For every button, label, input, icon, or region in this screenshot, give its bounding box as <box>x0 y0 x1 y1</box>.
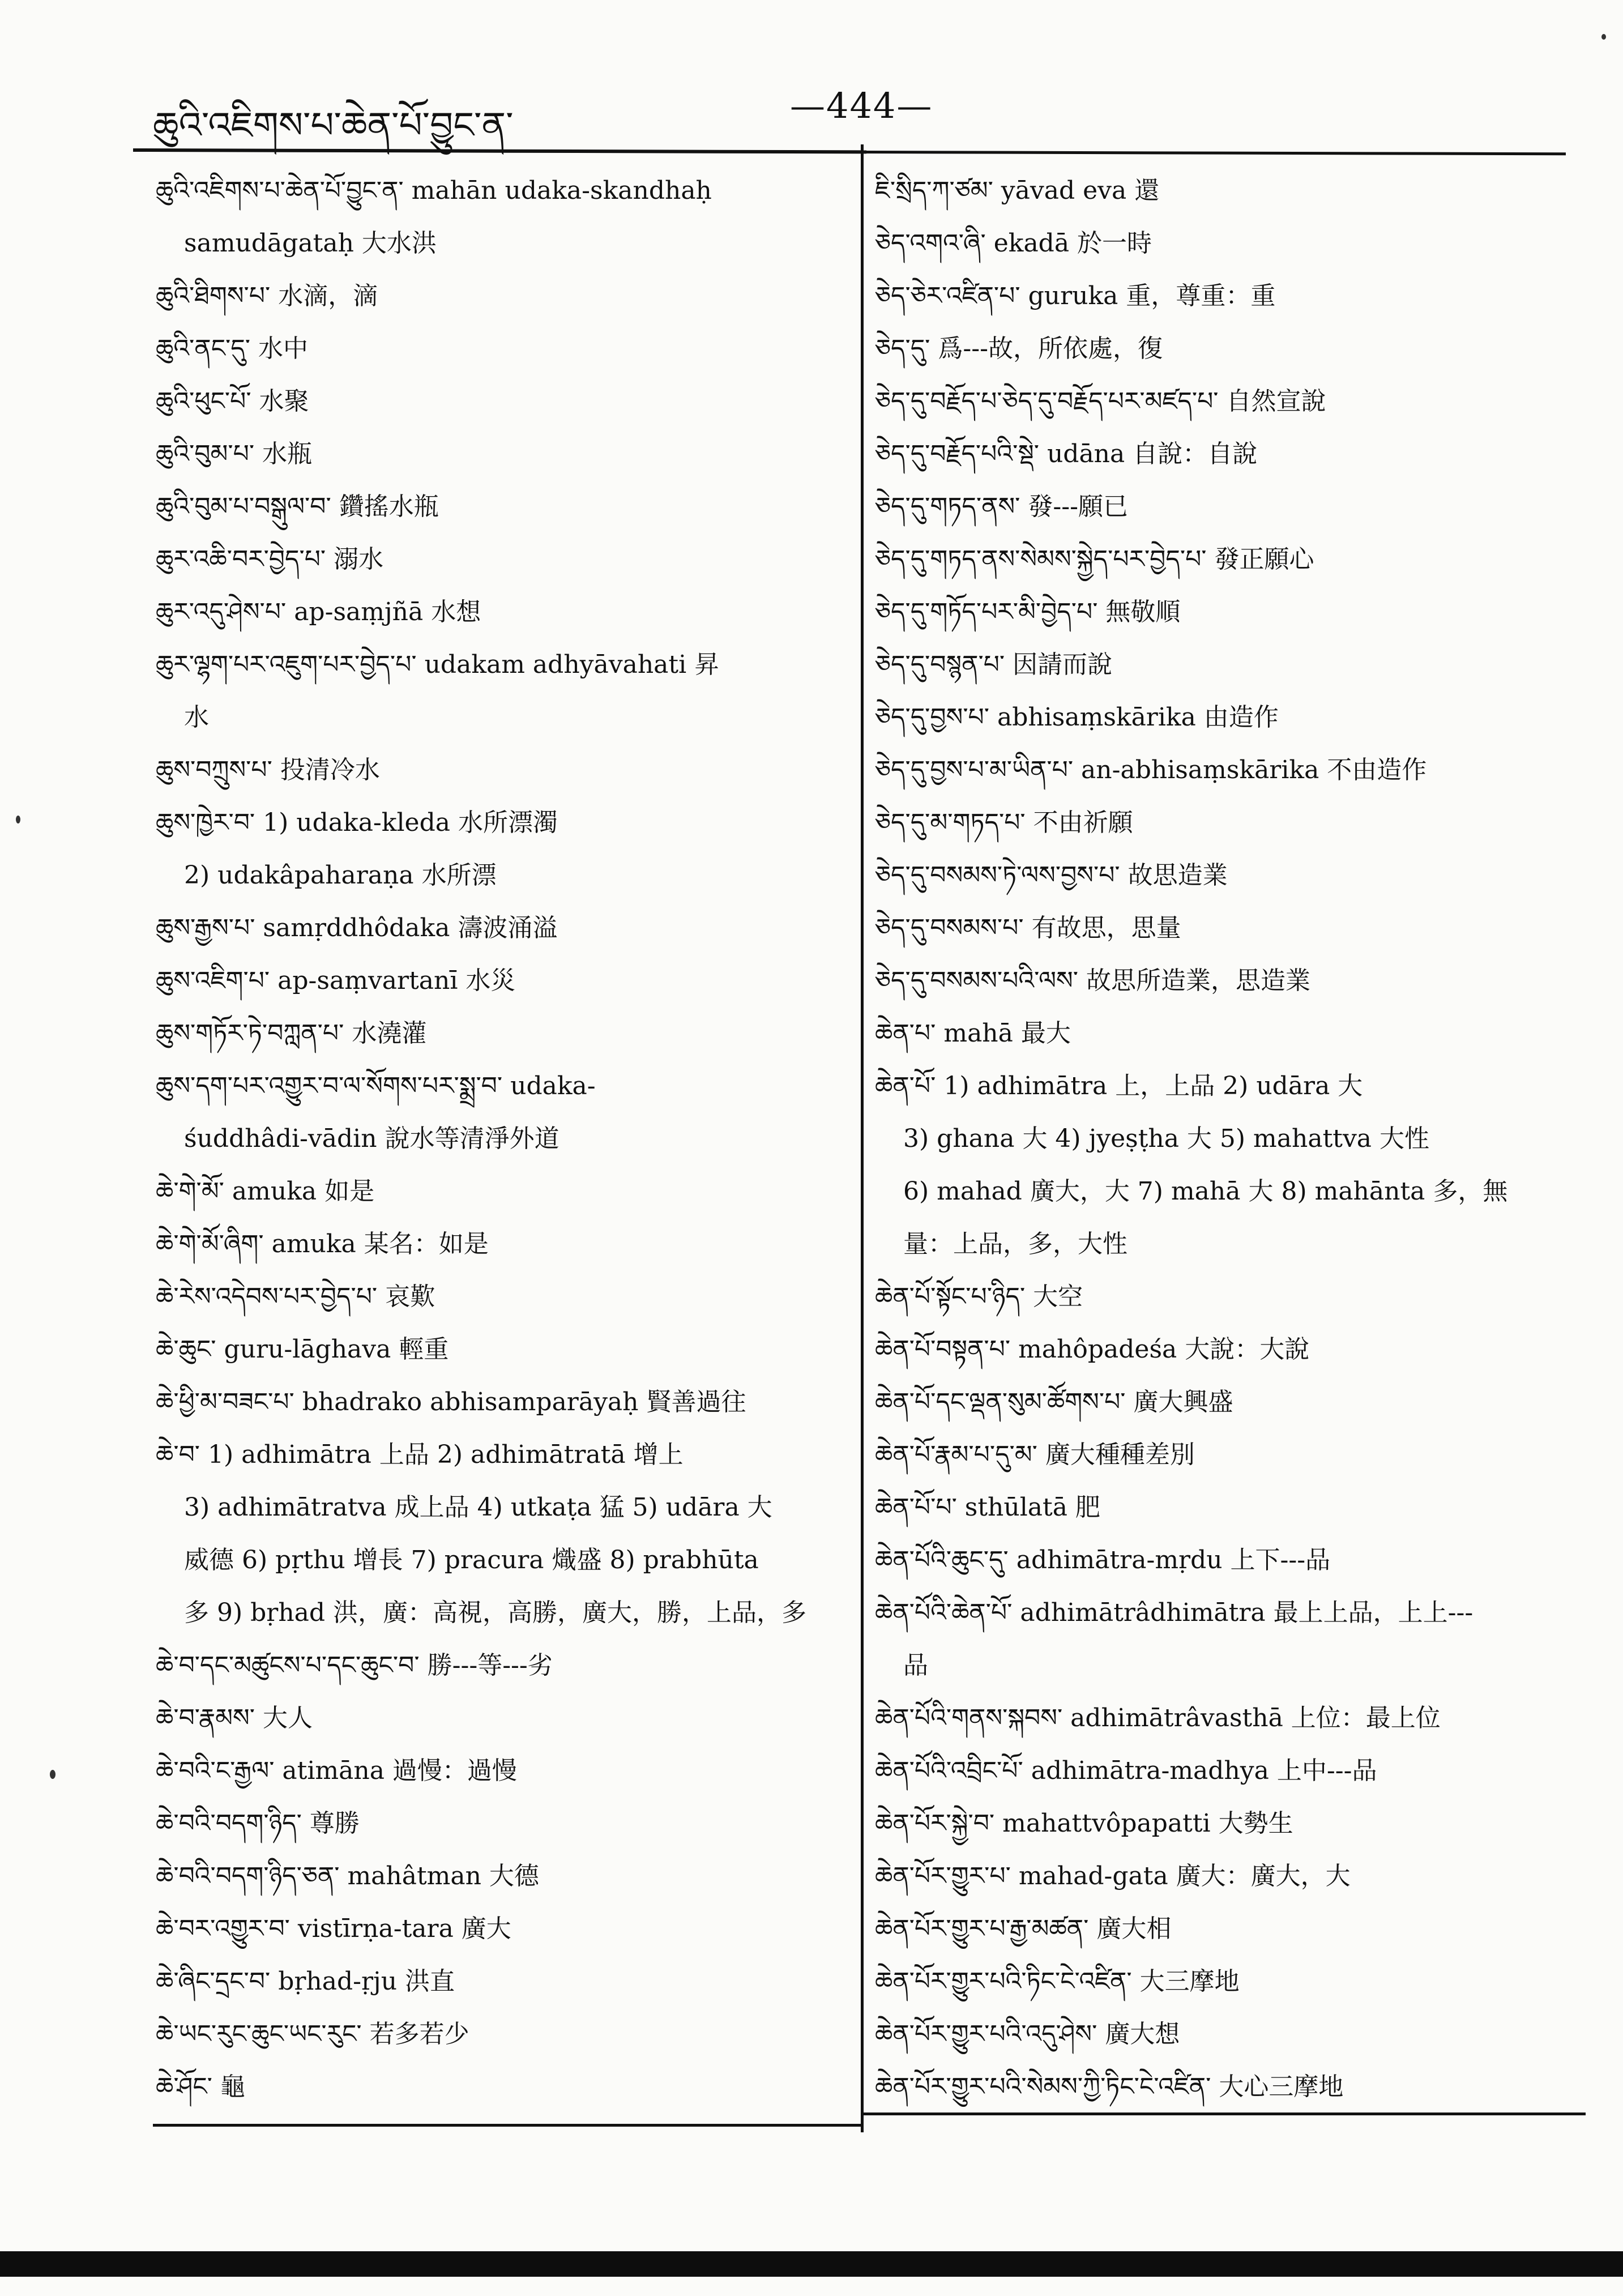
dictionary-entry: ཆེ་ཡང་རུང་ཆུང་ཡང་རུང་ 若多若少 <box>156 2020 469 2049</box>
dictionary-entry: ཅེད་དུ་བསམས་ཏེ་ལས་བྱས་པ་ 故思造業 <box>875 861 1228 890</box>
dictionary-entry: ཆེན་པོ་སྟོང་པ་ཉིད་ 大空 <box>875 1282 1083 1311</box>
dictionary-entry: ཆེ་ཞིང་དྲང་བ་ bṛhad-ṛju 洪直 <box>156 1967 455 1996</box>
dictionary-entry: ཆེན་པོ་ 1) adhimātra 上，上品 2) udāra 大 <box>875 1072 1363 1100</box>
dictionary-entry: ཆེན་པོ་རྣམ་པ་དུ་མ་ 廣大種種差別 <box>875 1440 1195 1469</box>
dictionary-entry: ཆུར་ལྷག་པར་འཇུག་པར་བྱེད་པ་ udakam adhyāvahati 昇 <box>156 650 720 679</box>
dictionary-entry: ཆེ་གེ་མོ་ amuka 如是 <box>156 1177 375 1206</box>
dictionary-entry: ཅེད་དུ་བརྗོད་པའི་སྡེ་ udāna 自說：自說 <box>875 439 1258 468</box>
entry-continuation: śuddhâdi-vādin 說水等清淨外道 <box>184 1124 559 1153</box>
dictionary-entry: ཅེད་དུ་བསྙན་པ་ 因請而說 <box>875 650 1113 679</box>
page-number: —444— <box>790 85 933 126</box>
dictionary-entry: ཅེད་དུ་བསམས་པའི་ལས་ 故思所造業，思造業 <box>875 966 1310 995</box>
scan-speck <box>50 1770 55 1779</box>
dictionary-entry: ཆུས་རྒྱས་པ་ samṛddhôdaka 濤波涌溢 <box>156 914 558 942</box>
entry-continuation: 水 <box>184 703 209 732</box>
dictionary-entry: ཆེ་རེས་འདེབས་པར་བྱེད་པ་ 哀歎 <box>156 1282 435 1311</box>
dictionary-entry: ཆེ་བའི་བདག་ཉིད་ཅན་ mahâtman 大德 <box>156 1862 539 1890</box>
dictionary-entry: ཆུས་ཁྱེར་བ་ 1) udaka-kleda 水所漂濁 <box>156 808 558 837</box>
dictionary-entry: ཆེ་བར་འགྱུར་བ་ vistīrṇa-tara 廣大 <box>156 1914 511 1943</box>
entry-continuation: 多 9) bṛhad 洪，廣：高視，高勝，廣大，勝，上品，多 <box>184 1598 807 1627</box>
dictionary-entry: ཆུས་དག་པར་འགྱུར་བ་ལ་སོགས་པར་སྨྲ་བ་ udaka- <box>156 1072 596 1100</box>
dictionary-entry: ཆེ་བ་རྣམས་ 大人 <box>156 1704 313 1732</box>
dictionary-entry: ཅེད་དུ་བརྗོད་པ་ཅེད་དུ་བརྗོད་པར་མཛད་པ་ 自然宣說 <box>875 387 1326 416</box>
dictionary-entry: ཆེན་པོ་དང་ལྡན་སུམ་ཚོགས་པ་ 廣大興盛 <box>875 1388 1233 1416</box>
dictionary-entry: ཆུར་འཆི་བར་བྱེད་པ་ 溺水 <box>156 545 384 574</box>
dictionary-entry: ཆེ་བ་ 1) adhimātra 上品 2) adhimātratā 增上 <box>156 1440 684 1469</box>
dictionary-entry: ཆེ་ཕྱི་མ་བཟང་པ་ bhadrako abhisamparāyaḥ 賢善過往 <box>156 1388 746 1416</box>
dictionary-entry: ཅེད་ཅེར་འཛིན་པ་ guruka 重，尊重：重 <box>875 281 1276 310</box>
dictionary-entry: ཆུས་གཏོར་ཏེ་བཀླན་པ་ 水澆灌 <box>156 1019 427 1048</box>
dictionary-entry: ཆུས་འཇིག་པ་ ap-saṃvartanī 水災 <box>156 966 516 995</box>
entry-continuation: 威德 6) pṛthu 增長 7) pracura 熾盛 8) prabhūta <box>184 1546 759 1574</box>
entry-continuation: 6) mahad 廣大，大 7) mahā 大 8) mahānta 多，無 <box>903 1177 1508 1206</box>
dictionary-entry: ཆེ་ཆུང་ guru-lāghava 輕重 <box>156 1335 449 1364</box>
dictionary-entry: ཆེན་པོ་བསྟན་པ་ mahôpadeśa 大說：大說 <box>875 1335 1310 1364</box>
dictionary-entry: ཆུའི་ནང་དུ་ 水中 <box>156 334 308 363</box>
dictionary-entry: ཆེན་པོ་པ་ sthūlatā 肥 <box>875 1493 1100 1522</box>
dictionary-entry: ཆེན་པོའི་འབྲིང་པོ་ adhimātra-madhya 上中---品 <box>875 1756 1377 1785</box>
entry-continuation: 量：上品，多，大性 <box>903 1230 1127 1258</box>
dictionary-entry: ཆུས་བཀྲུས་པ་ 投清冷水 <box>156 756 380 784</box>
dictionary-entry: ཅེད་དུ་བསམས་པ་ 有故思，思量 <box>875 914 1181 942</box>
dictionary-entry: ཅེད་དུ་བྱས་པ་ abhisaṃskārika 由造作 <box>875 703 1279 732</box>
right-column <box>875 164 1563 2113</box>
entry-continuation: 品 <box>903 1651 928 1680</box>
entry-continuation: 3) ghana 大 4) jyeṣṭha 大 5) mahattva 大性 <box>903 1124 1430 1153</box>
dictionary-entry: ཆེན་པོར་གྱུར་པ་རྒྱ་མཚན་ 廣大相 <box>875 1914 1172 1943</box>
dictionary-entry: ཆུའི་བུམ་པ་བསྒུལ་བ་ 鑽搖水瓶 <box>156 492 439 521</box>
dictionary-entry: ཆུའི་ཐིགས་པ་ 水滴，滴 <box>156 281 378 310</box>
dictionary-entry: ཆེ་གེ་མོ་ཞིག་ amuka 某名：如是 <box>156 1230 489 1258</box>
header-rule-right <box>864 151 1566 155</box>
dictionary-entry: ཆེན་པོའི་ཆེན་པོ་ adhimātrâdhimātra 最上上品，上上--- <box>875 1598 1473 1627</box>
dictionary-entry: ཆེ་ཤོང་ 龜 <box>156 2072 245 2101</box>
footer-rule-left <box>153 2124 861 2127</box>
scan-bottom-edge <box>0 2251 1623 2277</box>
dictionary-entry: ཅེད་དུ་གཏོད་པར་མི་བྱེད་པ་ 無敬順 <box>875 598 1181 626</box>
dictionary-entry: ཆེན་པོར་སྐྱེ་བ་ mahattvôpapatti 大勢生 <box>875 1809 1293 1838</box>
column-divider <box>861 144 864 2132</box>
dictionary-entry: ཅེད་དུ་གཏད་ནས་ 發---願已 <box>875 492 1128 521</box>
dictionary-entry: ཆུའི་ཕུང་པོ་ 水聚 <box>156 387 309 416</box>
dictionary-entry: ཆུའི་འཇིགས་པ་ཆེན་པོ་བྱུང་ན་ mahān udaka-skandhaḥ <box>156 176 712 205</box>
dictionary-entry: ཆེན་པོར་གྱུར་པ་ mahad-gata 廣大：廣大，大 <box>875 1862 1351 1890</box>
dictionary-entry: ཇི་སྲིད་ཀ་ཙམ་ yāvad eva 還 <box>875 176 1160 205</box>
dictionary-entry: ཆེན་པོར་གྱུར་པའི་སེམས་ཀྱི་ཏིང་ངེ་འཛིན་ 大心三摩地 <box>875 2072 1344 2101</box>
dictionary-entry: ཆེན་པོའི་གནས་སྐབས་ adhimātrâvasthā 上位：最上位 <box>875 1704 1441 1732</box>
dictionary-entry: ཅེད་དུ་ 爲---故，所依處，復 <box>875 334 1163 363</box>
scan-speck <box>1601 34 1606 40</box>
dictionary-entry: ཆེ་བ་དང་མཚུངས་པ་དང་ཆུང་བ་ 勝---等---劣 <box>156 1651 553 1680</box>
dictionary-entry: ཆུའི་བུམ་པ་ 水瓶 <box>156 439 313 468</box>
dictionary-entry: ཅེད་དུ་གཏད་ནས་སེམས་སྐྱེད་པར་བྱེད་པ་ 發正願心 <box>875 545 1314 574</box>
dictionary-entry: ཆེ་བའི་ང་རྒྱལ་ atimāna 過慢：過慢 <box>156 1756 517 1785</box>
dictionary-entry: ཆེན་པ་ mahā 最大 <box>875 1019 1071 1048</box>
footer-rule-right <box>861 2113 1586 2115</box>
scan-speck <box>16 816 20 823</box>
entry-continuation: samudāgataḥ 大水洪 <box>184 229 437 258</box>
dictionary-entry: ཅེད་འགའ་ཞི་ ekadā 於一時 <box>875 229 1152 258</box>
left-column <box>156 164 844 2113</box>
dictionary-entry: ཆུར་འདུ་ཤེས་པ་ ap-saṃjñā 水想 <box>156 598 481 626</box>
dictionary-entry: ཆེ་བའི་བདག་ཉིད་ 尊勝 <box>156 1809 360 1838</box>
running-header-title: ཆུའི་འཇིགས་པ་ཆེན་པོ་བྱུང་ན་ <box>153 105 514 147</box>
dictionary-entry: ཆེན་པོར་གྱུར་པའི་འདུ་ཤེས་ 廣大想 <box>875 2020 1180 2049</box>
dictionary-entry: ཅེད་དུ་བྱས་པ་མ་ཡིན་པ་ an-abhisaṃskārika 不由造作 <box>875 756 1427 784</box>
entry-continuation: 3) adhimātratva 成上品 4) utkaṭa 猛 5) udāra 大 <box>184 1493 772 1522</box>
dictionary-entry: ཅེད་དུ་མ་གཏད་པ་ 不由祈願 <box>875 808 1133 837</box>
dictionary-entry: ཆེན་པོའི་ཆུང་དུ་ adhimātra-mṛdu 上下---品 <box>875 1546 1331 1574</box>
dictionary-entry: ཆེན་པོར་གྱུར་པའི་ཏིང་ངེ་འཛིན་ 大三摩地 <box>875 1967 1240 1996</box>
entry-continuation: 2) udakâpaharaṇa 水所漂 <box>184 861 497 890</box>
